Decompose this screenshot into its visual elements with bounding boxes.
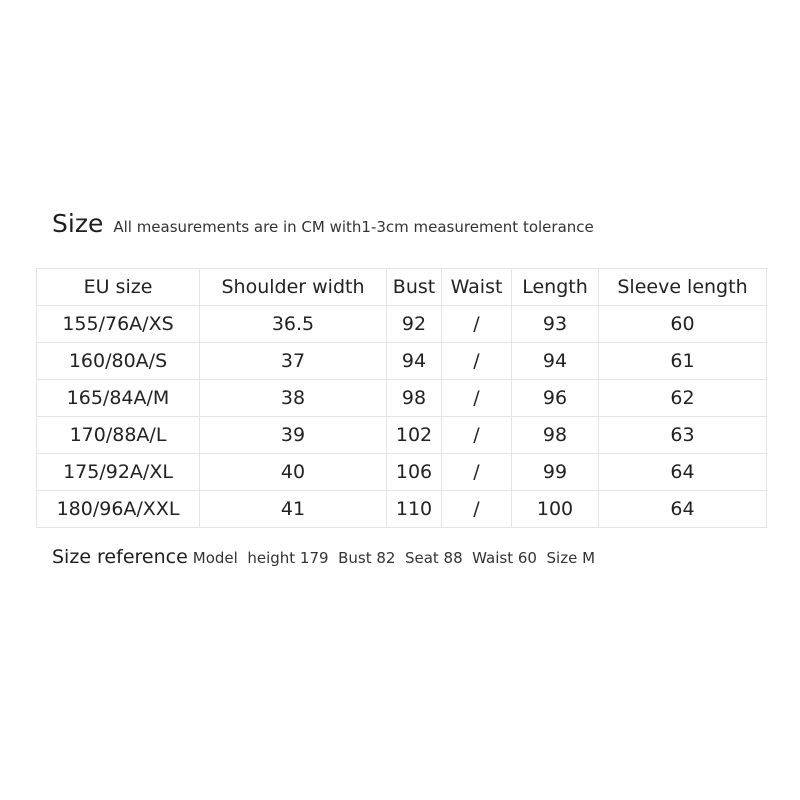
column-header: Shoulder width xyxy=(200,269,387,306)
table-row xyxy=(37,491,767,528)
table-cell: / xyxy=(442,491,512,528)
table-cell: 64 xyxy=(599,454,767,491)
table-cell: 160/80A/S xyxy=(37,343,200,380)
table-cell: 63 xyxy=(599,417,767,454)
model-details: Model height 179 Bust 82 Seat 88 Waist 60 Size M xyxy=(192,549,596,567)
table-row xyxy=(37,343,767,380)
column-header: Sleeve length xyxy=(599,269,767,306)
table-cell: 100 xyxy=(512,491,599,528)
table-cell: 64 xyxy=(599,491,767,528)
table-cell: 94 xyxy=(387,343,442,380)
table-cell: 180/96A/XXL xyxy=(37,491,200,528)
table-cell: 40 xyxy=(200,454,387,491)
table-cell: 155/76A/XS xyxy=(37,306,200,343)
table-cell: 96 xyxy=(512,380,599,417)
size-heading xyxy=(52,209,594,238)
size-reference xyxy=(52,546,595,568)
table-row xyxy=(37,306,767,343)
size-reference-label: Size reference xyxy=(52,546,188,568)
column-header: Waist xyxy=(442,269,512,306)
column-header: Bust xyxy=(387,269,442,306)
table-cell: 98 xyxy=(512,417,599,454)
measurement-note: All measurements are in CM with1-3cm measurement tolerance xyxy=(113,218,594,236)
table-header-row xyxy=(37,269,767,306)
table-cell: / xyxy=(442,343,512,380)
column-header: EU size xyxy=(37,269,200,306)
table-row xyxy=(37,380,767,417)
table-cell: / xyxy=(442,306,512,343)
table-row xyxy=(37,454,767,491)
table-cell: 110 xyxy=(387,491,442,528)
size-chart-table xyxy=(36,268,767,528)
table-cell: 102 xyxy=(387,417,442,454)
column-header: Length xyxy=(512,269,599,306)
table-cell: 170/88A/L xyxy=(37,417,200,454)
table-cell: 38 xyxy=(200,380,387,417)
table-cell: 98 xyxy=(387,380,442,417)
table-cell: 61 xyxy=(599,343,767,380)
table-cell: 106 xyxy=(387,454,442,491)
table-row xyxy=(37,417,767,454)
table-cell: / xyxy=(442,454,512,491)
table-cell: / xyxy=(442,380,512,417)
table-cell: 41 xyxy=(200,491,387,528)
table-cell: 39 xyxy=(200,417,387,454)
table-cell: 165/84A/M xyxy=(37,380,200,417)
table-cell: 36.5 xyxy=(200,306,387,343)
table-cell: 60 xyxy=(599,306,767,343)
table-cell: 175/92A/XL xyxy=(37,454,200,491)
table-cell: 99 xyxy=(512,454,599,491)
table-cell: / xyxy=(442,417,512,454)
table-cell: 93 xyxy=(512,306,599,343)
table-cell: 92 xyxy=(387,306,442,343)
table-cell: 62 xyxy=(599,380,767,417)
table-cell: 94 xyxy=(512,343,599,380)
table-cell: 37 xyxy=(200,343,387,380)
size-title: Size xyxy=(52,209,104,238)
